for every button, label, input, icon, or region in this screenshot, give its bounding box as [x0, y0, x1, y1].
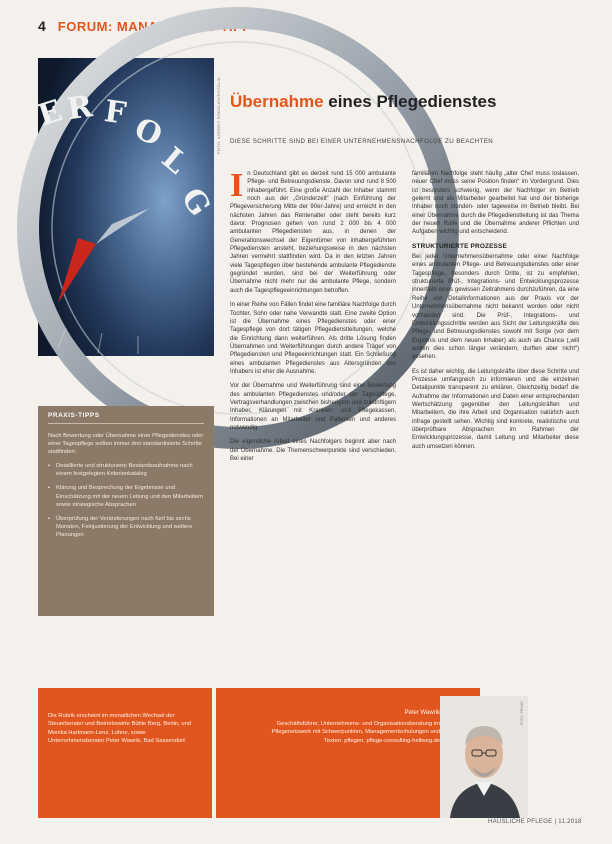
title-accent: Übernahme: [230, 92, 324, 111]
drop-cap: I: [230, 167, 244, 204]
praxis-item: • Detaillierte und strukturierte Bestandsaufnahme nach einem festgelegten Kriterienkatalog: [48, 462, 204, 478]
rubric-band-left: [38, 688, 212, 818]
author-name: Peter Wawrik: [404, 710, 440, 716]
svg-text:E: E: [33, 93, 67, 134]
svg-text:L: L: [154, 140, 194, 182]
paragraph-1-text: n Deutschland gibt es derzeit rund 15 000 ambulante Pflege- und Betreuungsdienste. Davon sind rund 8 500 inhabergeführt. Eine große Anzahl der Inhaber stammt noch aus der „Gründerzeit“ (nach Einführung der Pflegeversicherung Mitte der 90er-Jahre) und erreicht in den nächsten Jahren das Rentenalter oder steht bereits kurz davor. Prognosen gehen von rund 2 000 bis 4 000 ambulanten Pflegediensten aus, in denen der Generationswechsel der Eigentümer von inhabergeführten Pflegediensten ansteht, beziehungsweise in den nächsten Jahren vermehrt stattfinden wird. Da in den letzten Jahren viele Tagespflegen über bestehende ambulante Pflegedienste gegründet wurden, sind bei der Weiterführung oder Übernahme nicht mehr nur die ambulante Pflege, sondern auch die Tagespflegeeinrichtungen betroffen.: [230, 171, 396, 294]
hero-compass-image: [33, 58, 218, 356]
paragraph-5: familiären Nachfolge steht häufig „alter Chef muss loslassen, neuer Chef muss seine Position finden“ im Vordergrund. Dies ist besonders schwierig, wenn der Nachfolger im Betrieb gelernt und als Mitarbeiter gearbeitet hat und der bisherige Inhaber noch stunden- oder tageweise im Betrieb bleibt. Bei einer Übernahme durch die Pflegedienstleitung ist das Thema der neuen Rolle und die Übernahme anderer Pflichten und Aufgaben wichtig und entscheidend.: [412, 171, 579, 236]
title-rest: eines Pflegedienstes: [323, 92, 497, 111]
paragraph-3: Vor der Übernahme und Weiterführung sind eine Bewertung des ambulanten Pflegedienstes und/oder der Tagespflege, Vertragsverhandlungen zwischen bisherigem und zukünftigem Inhaber, Klärungen mit Kranken- und Pflegekassen, Informationen an Mitarbeiter und Patienten und anderes notwendig.: [230, 383, 396, 431]
hero-photo-credit: FOTO: ANDREY SOKOLOV/FOTOLIA: [216, 77, 221, 154]
praxis-item: • Überprüfung der Veränderungen nach fünf bis sechs Monaten, Feinjustierung der Entwicklung und weitere Planungen: [48, 515, 204, 539]
compass-illustration: [33, 58, 218, 356]
subheading-strukturierte-prozesse: STRUKTURIERTE PROZESSE: [412, 242, 507, 250]
portrait-photo-credit: FOTO: PRIVAT: [520, 701, 524, 725]
svg-text:G: G: [173, 182, 218, 223]
svg-text:R: R: [65, 89, 95, 128]
paragraph-7: Es ist daher wichtig, die Leitungskräfte über diese Schritte und Prozesse umfangreich zu informieren und die einzelnen Detailpunkte transparent zu erklären. Gleichzeitig bedarf die Aufnahme der Informationen und Daten einer entsprechenden Wertschätzung gegenüber den Leitungskräften und Mitarbeitern, die ihre Arbeit und Organisation natürlich auch infrage gestellt sehen. Wichtig sind konkrete, realistische und überprüfbare Absprachen im Rahmen der Entwicklungsprozesse, damit Leitung und Mitarbeiter diese auch umsetzen können.: [412, 368, 579, 450]
section-label: FORUM: MANAGEMENT-TIPP: [57, 18, 252, 34]
praxis-tipps-title: PRAXIS-TIPPS: [48, 412, 100, 419]
paragraph-1: [230, 167, 396, 295]
praxis-divider: [48, 423, 204, 424]
author-bio: Geschäftsführer, Unternehmens- und Organisationsberatung im Pflegenetzwerk mit Schwerpunkten, Managementschulungen und Texten. pflegen, pflege-consulting-hellweg.de: [271, 721, 440, 744]
article-subtitle: DIESE SCHRITTE SIND BEI EINER UNTERNEHMENSNACHFOLGE ZU BEACHTEN: [230, 138, 494, 145]
paragraph-2: In einer Reihe von Fällen findet eine familiäre Nachfolge durch Tochter, Sohn oder nahe Verwandte statt. Eine zweite Option ist die Übernahme eines Pflegedienstes oder einer Tagespflege von dort tätigen Pflegedienstleitungen, welche die Einrichtung dann weiterführen. Als dritte Lösung finden Übernahmen und Weiterführungen durch andere Träger von Pflegediensten und Pflegeeinrichtungen statt. Ein Schließung eines ambulanten Pflegedienstes aus Altersgründen des Inhabers ist eher die Ausnahme.: [230, 302, 396, 375]
rubric-text: Die Rubrik erscheint im monatlichen Wechsel der Steuerberater und Betriebswirte Bühle Berg, Berlin, und Monika Hartmann-Lenz, Lohne, sowie Unternehmensberater Peter Wawrik, Bad Sassendorf.: [48, 713, 192, 745]
page-number: 4: [38, 18, 46, 34]
praxis-item: • Klärung und Besprechung der Ergebnisse und Einschätzung mit der neuen Leitung und den Mitarbeitern sowie strategische Absprachen: [48, 484, 204, 508]
portrait-illustration: [440, 696, 528, 818]
article-column-2: [412, 170, 579, 457]
article-title: [230, 92, 496, 112]
paragraph-6: Bei jeder Unternehmensübernahme oder einer Nachfolge eines ambulanten Pflege- und Betreuungsdienstes oder einer Tagespflege, besonders durch Dritte, ist zu empfehlen, strukturierte Prüf-, Integrations- und Entwicklungsprozesse innerhalb eines gewissen Zeitrahmens durchzuführen, da eine Reihe von Detailinformationen aus der Praxis vor der Unternehmensübernahme nicht bekannt worden oder nicht vorhanden sind. Die Prüf-, Integrations- und Entwicklungsschritte werden aus Sicht der Leitungskräfte des Pflege- und Betreuungsdienstes sowohl mit Sorge (vor dem Ergebnis und dem neuen Inhaber) als auch als Chance („will wollen dies schon länger verändern, durften aber nicht“) gesehen.: [412, 254, 579, 361]
praxis-intro: Nach Bewertung oder Übernahme einer Pflegedienstes oder einer Tagespflege sollten immer drei standardisierte Schritte stattfinden:: [48, 433, 204, 456]
author-portrait: [440, 696, 528, 818]
praxis-tipps-box: [38, 406, 214, 616]
article-column-1: [230, 167, 396, 469]
svg-text:O: O: [129, 111, 168, 154]
praxis-list: [48, 462, 204, 539]
page-footer: HÄUSLICHE PFLEGE | 11.2018: [488, 819, 582, 825]
paragraph-4: Die eigentliche Arbeit eines Nachfolgers beginnt aber nach der Übernahme. Die Themenschwerpunkte sind verschieden. Bei einer: [230, 439, 396, 462]
svg-text:F: F: [102, 93, 129, 132]
